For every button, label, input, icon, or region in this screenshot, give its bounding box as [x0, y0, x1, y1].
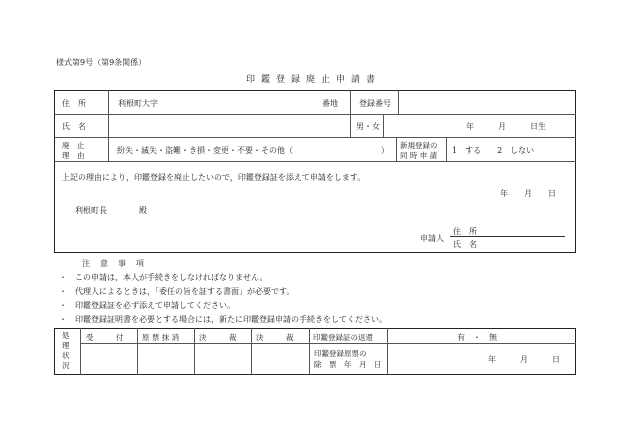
return-label: 印鑑登録証の返還 — [313, 333, 373, 342]
new-registration-label-line2: 同 時 申 請 — [400, 151, 438, 160]
processing-col-divider — [309, 328, 310, 375]
kessai-header: 決 裁 — [256, 333, 294, 342]
genpyo-header: 原 票 抹 消 — [142, 333, 180, 342]
form-number: 様式第9号（第9条関係） — [56, 58, 147, 67]
application-date[interactable]: 年 月 日 — [500, 189, 556, 198]
kessai-header: 決 裁 — [199, 333, 237, 342]
removal-date[interactable]: 年 月 日 — [488, 355, 560, 364]
name-field[interactable] — [109, 115, 349, 137]
return-value[interactable]: 有 ・ 無 — [457, 333, 497, 342]
honorific: 殿 — [139, 206, 147, 215]
banchi-label: 番地 — [322, 99, 338, 108]
notes-heading: 注 意 事 項 — [82, 259, 145, 268]
notes-item: ・ 印鑑登録証明書を必要とする場合には，新たに印鑑登録申請の手続きをしてください。 — [59, 315, 387, 324]
new-registration-options[interactable]: 1 する 2 しない — [452, 146, 535, 155]
col-divider — [446, 137, 447, 161]
statement-text: 上記の理由により，印鑑登録を廃止したいので，印鑑登録証を添えて申請をします。 — [62, 173, 366, 182]
applicant-label: 申請人 — [420, 234, 444, 243]
addressee: 利根町長 — [75, 206, 107, 215]
new-registration-label-line1: 新規登録の — [400, 141, 438, 150]
applicant-address-label: 住 所 — [453, 227, 477, 236]
removal-label-line2: 除 票 年 月 日 — [314, 360, 382, 369]
processing-col-divider — [194, 328, 195, 375]
applicant-name-label: 氏 名 — [453, 240, 477, 249]
row-divider — [54, 137, 576, 138]
processing-col-divider — [137, 328, 138, 375]
processing-col-divider — [251, 328, 252, 375]
registration-number-label: 登録番号 — [359, 99, 391, 108]
registration-number-field[interactable] — [399, 91, 575, 113]
notes-item: ・ 印鑑登録証を必ず添えて申請してください。 — [59, 301, 235, 310]
reason-label-line2: 理 由 — [62, 151, 85, 160]
processing-side-label: 処 理 状 況 — [62, 331, 70, 370]
sex-selector[interactable]: 男・女 — [356, 122, 380, 131]
applicant-address-line[interactable] — [450, 236, 565, 237]
form-title: 印鑑登録廃止申請書 — [246, 75, 382, 85]
processing-col-divider — [387, 328, 388, 375]
processing-row-divider — [80, 343, 576, 344]
processing-col-divider — [80, 328, 81, 375]
col-divider — [396, 137, 397, 161]
col-divider — [350, 90, 351, 137]
name-label: 氏 名 — [62, 122, 86, 131]
col-divider — [383, 114, 384, 137]
birth-date-field[interactable]: 年 月 日生 — [466, 122, 546, 131]
row-divider — [54, 161, 576, 162]
address-prefix: 利根町大字 — [118, 99, 158, 108]
reason-options[interactable]: 紛失・滅失・盗難・き損・変更・不要・その他（ ） — [117, 146, 389, 155]
notes-item: ・ この申請は，本人が手続きをしなければなりません。 — [59, 273, 268, 282]
reason-label-line1: 廃 止 — [62, 141, 85, 150]
notes-item: ・ 代理人によるときは，「委任の旨を証する書面」が必要です。 — [59, 287, 295, 296]
uketsuke-header: 受 付 — [86, 333, 124, 342]
removal-label-line1: 印鑑登録原票の — [314, 349, 367, 358]
address-label: 住 所 — [62, 99, 86, 108]
